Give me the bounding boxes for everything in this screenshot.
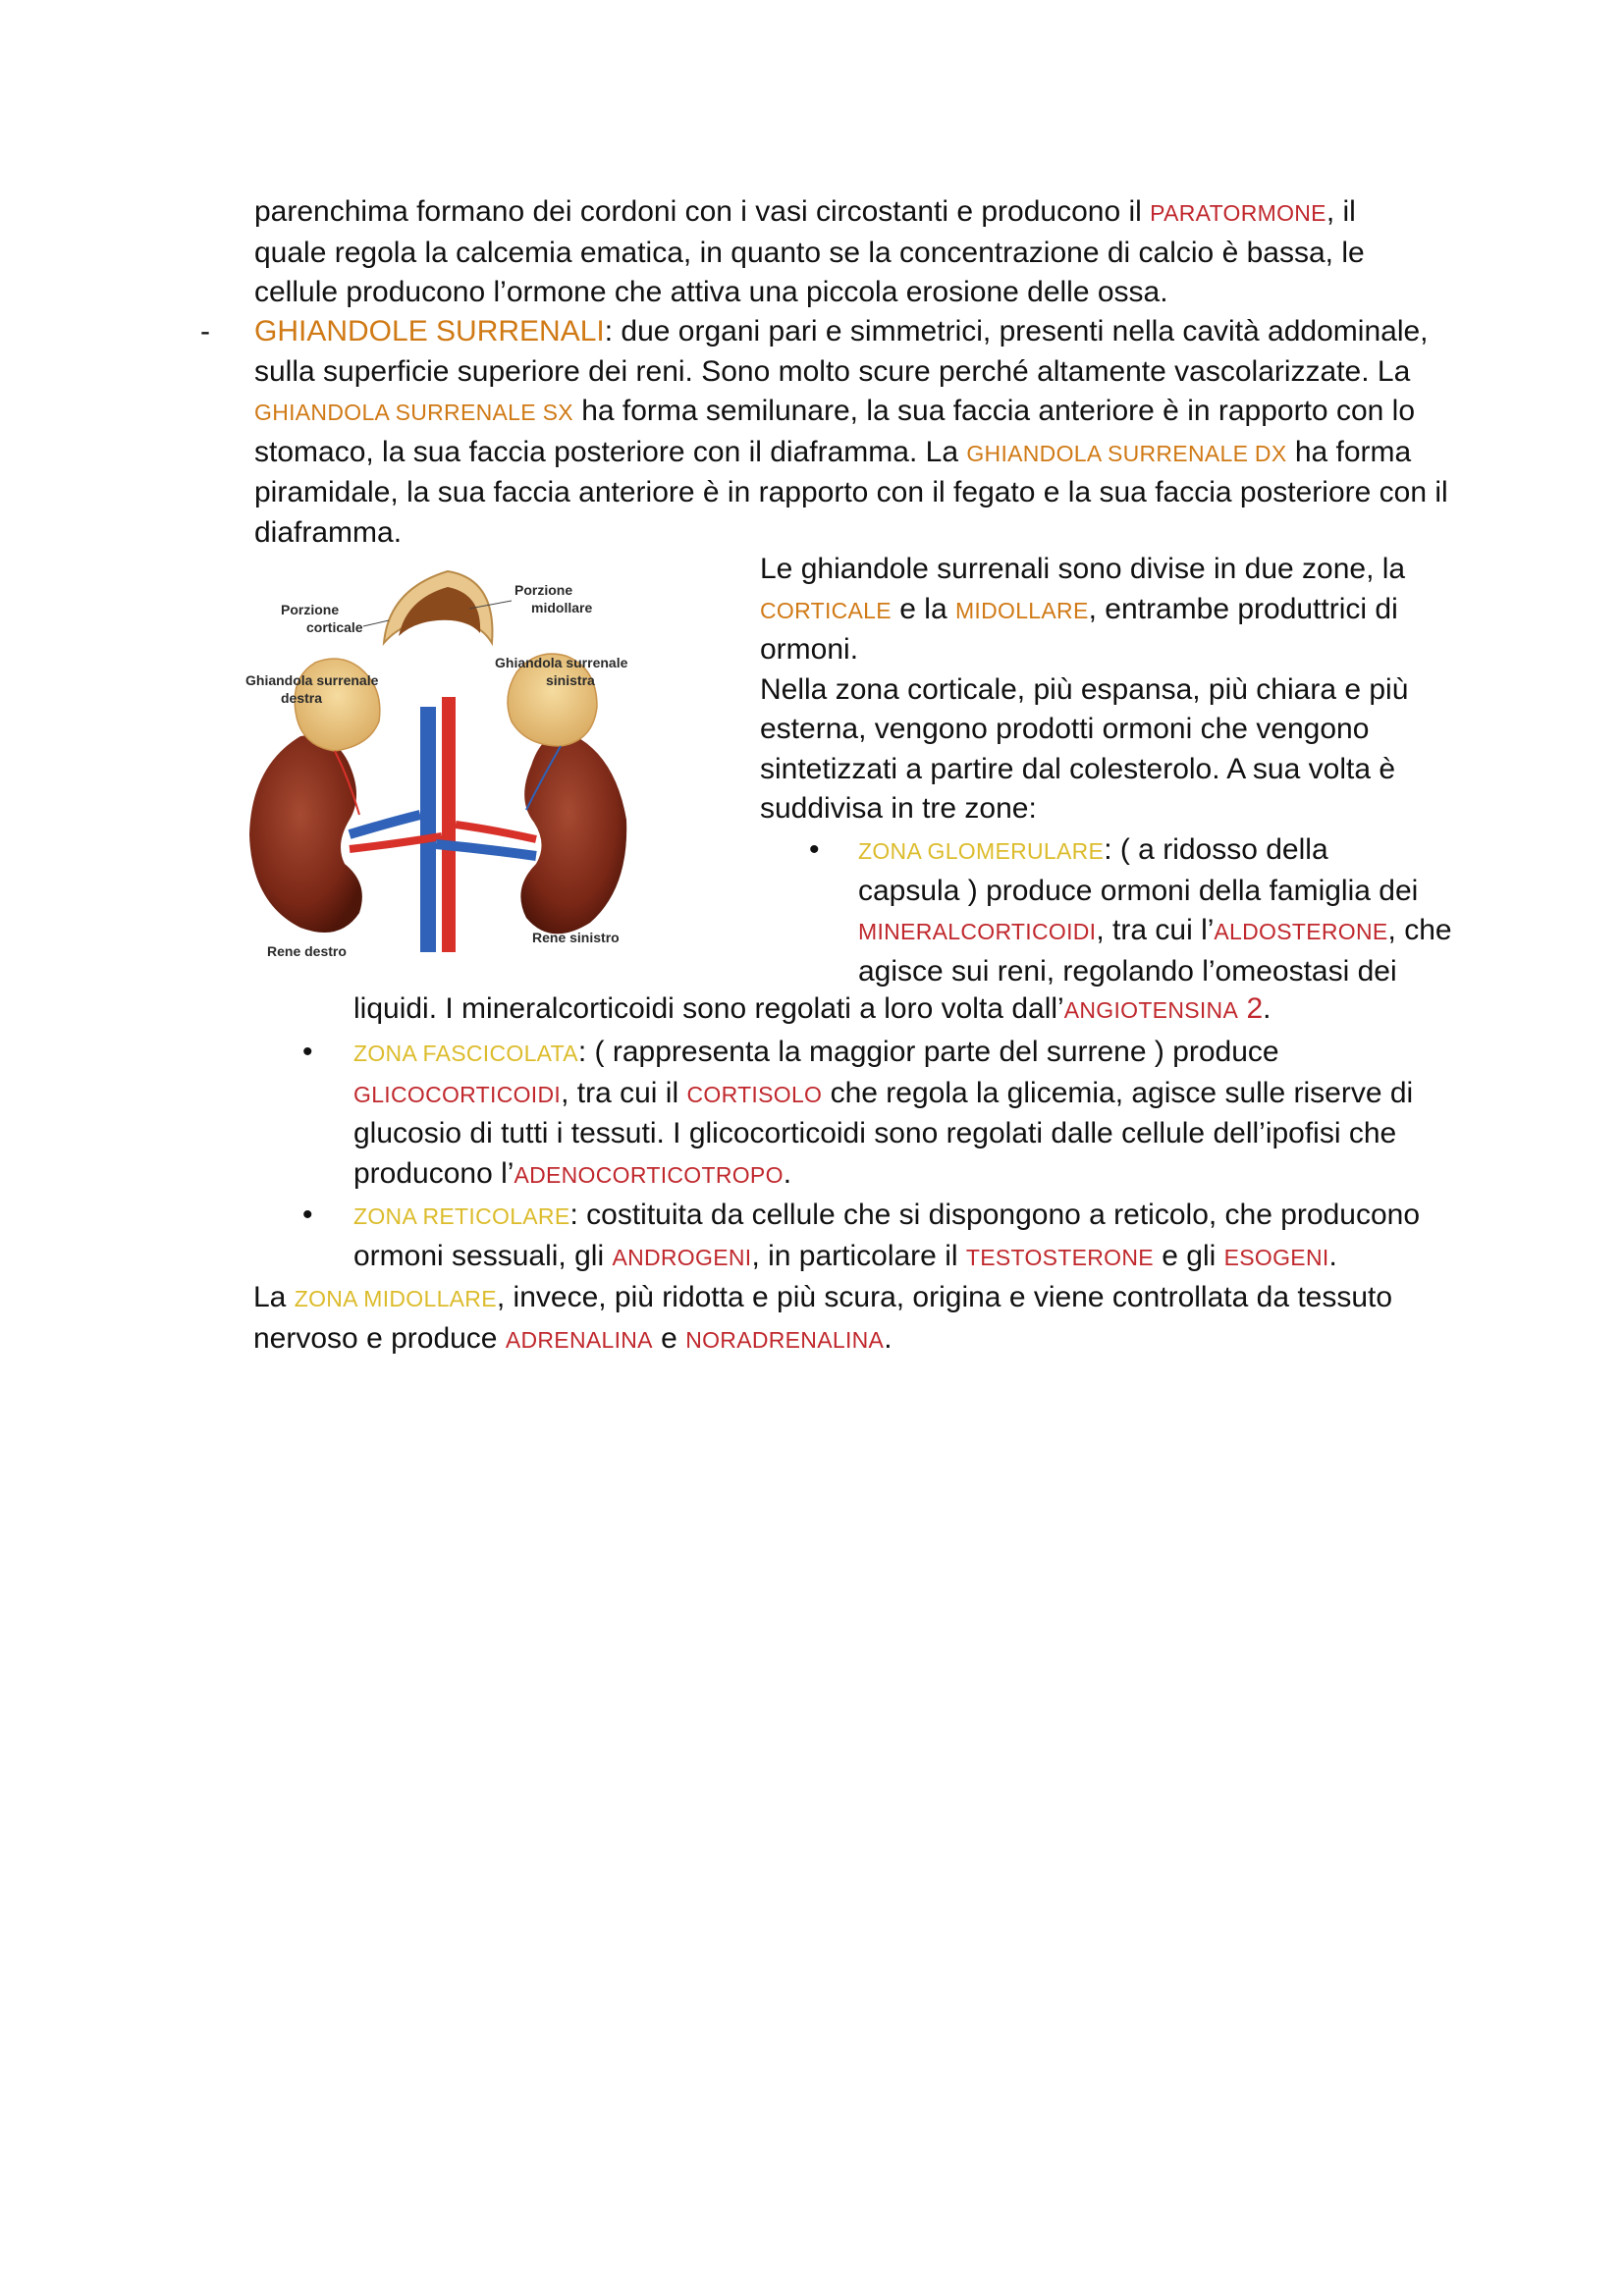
text-run: . <box>884 1321 893 1355</box>
label-ghiandola-destra-1: Ghiandola surrenale <box>245 672 379 688</box>
text-run: e gli <box>1153 1239 1224 1272</box>
heading-ghiandole-surrenali: GHIANDOLE SURRENALI <box>254 315 605 347</box>
list-dash-marker: - <box>200 315 210 347</box>
text-run: ormoni. <box>760 633 859 666</box>
text-run: Le ghiandole surrenali sono divise in due zone, la <box>760 553 1406 585</box>
text-run: sulla superficie superiore dei reni. Sono molto scure perché altamente vascolarizzate. La <box>254 354 1411 388</box>
term-zona-midollare: ZONA MIDOLLARE <box>294 1286 497 1311</box>
left-kidney <box>508 654 626 934</box>
text-run: glucosio di tutti i tessuti. I glicocorticoidi sono regolati dalle cellule dell’ipofisi che <box>353 1117 1397 1149</box>
text-run: e la <box>891 592 955 625</box>
text-run: , tra cui l’ <box>1096 914 1215 946</box>
term-mineralcorticoidi: MINERALCORTICOIDI <box>858 919 1097 944</box>
text-run: , tra cui il <box>561 1076 687 1109</box>
term-zona-glomerulare <box>858 833 1104 866</box>
text-run: , invece, più ridotta e più scura, origina e viene controllata da tessuto <box>496 1281 1393 1313</box>
label-ghiandola-sinistra-1: Ghiandola surrenale <box>495 655 628 670</box>
text-run: : due organi pari e simmetrici, presenti nella cavità addominale, <box>604 315 1429 347</box>
bullet-reticolare: • <box>302 1199 313 1231</box>
text-run: ZONA GLOMERULARE <box>858 838 1105 864</box>
label-porzione-midollare-1: Porzione <box>514 582 573 598</box>
text-run: suddivisa in tre zone: <box>760 792 1037 825</box>
bullet-fascicolata: • <box>302 1036 313 1068</box>
term-paratormone: PARATORMONE <box>1150 200 1326 226</box>
term-glicocorticoidi: GLICOCORTICOIDI <box>353 1081 562 1107</box>
term-angiotensina: ANGIOTENSINA <box>1063 997 1239 1023</box>
paratormone-paragraph <box>254 192 1491 313</box>
text-run: : ( a ridosso della <box>1104 833 1328 866</box>
text-run: agisce sui reni, regolando l’omeostasi dei <box>858 954 1397 988</box>
text-run: quale regola la calcemia ematica, in quanto se la concentrazione di calcio è bassa, le <box>254 236 1365 269</box>
text-run: , in particolare il <box>751 1239 966 1272</box>
text-run: La <box>253 1281 295 1313</box>
text-run: ha forma <box>1286 435 1412 468</box>
term-esogeni: ESOGENI <box>1223 1244 1329 1270</box>
text-run: , il <box>1325 195 1356 228</box>
text-run: producono l’ <box>353 1156 514 1190</box>
text-run: ha forma semilunare, la sua faccia anteriore è in rapporto con lo <box>572 395 1415 427</box>
term-adenocorticotropo: ADENOCORTICOTROPO <box>514 1161 784 1188</box>
term-midollare: MIDOLLARE <box>954 597 1089 623</box>
label-ghiandola-sinistra-2: sinistra <box>546 672 595 688</box>
text-run: liquidi. I mineralcorticoidi sono regolati a loro volta dall’ <box>353 992 1064 1025</box>
text-run: cellule producono l’ormone che attiva una piccola erosione delle ossa. <box>254 276 1168 308</box>
label-porzione-corticale-1: Porzione <box>281 602 340 617</box>
text-run: ormoni sessuali, gli <box>353 1239 613 1272</box>
surrenali-paragraph <box>254 312 1501 553</box>
text-run: : ( rappresenta la maggior parte del surrene ) produce <box>577 1036 1279 1068</box>
term-ghiandola-surrenale-dx: GHIANDOLA SURRENALE DX <box>966 440 1287 466</box>
text-run: , che <box>1387 914 1452 946</box>
term-noradrenalina: NORADRENALINA <box>685 1326 885 1353</box>
text-run: e <box>652 1321 686 1355</box>
text-run: piramidale, la sua faccia anteriore è in rapporto con il fegato e la sua faccia posteriore con il <box>254 476 1448 508</box>
adrenal-kidney-figure <box>242 550 638 964</box>
term-androgeni: ANDROGENI <box>612 1244 752 1270</box>
zone-intro-paragraph <box>760 550 1506 829</box>
glomerulare-continuation <box>353 989 1512 1031</box>
text-run: sintetizzati a partire dal colesterolo. A sua volta è <box>760 752 1396 785</box>
text-run: . <box>1263 992 1271 1025</box>
bullet-glomerulare: • <box>809 833 820 866</box>
fascicolata-item <box>353 1033 1512 1195</box>
text-run: Nella zona corticale, più espansa, più chiara e più <box>760 672 1409 706</box>
term-cortisolo: CORTISOLO <box>686 1081 823 1107</box>
term-ghiandola-surrenale-sx: GHIANDOLA SURRENALE SX <box>254 400 573 425</box>
label-rene-destro: Rene destro <box>267 943 347 959</box>
term-aldosterone: ALDOSTERONE <box>1214 919 1388 944</box>
text-run: capsula ) produce ormoni della famiglia dei <box>858 874 1419 907</box>
label-porzione-corticale-2: corticale <box>306 619 363 635</box>
term-zona-fascicolata: ZONA FASCICOLATA <box>353 1041 578 1066</box>
label-porzione-midollare-2: midollare <box>531 600 593 615</box>
text-run: esterna, vengono prodotti ormoni che vengono <box>760 713 1370 745</box>
text-run: , entrambe produttrici di <box>1088 592 1398 625</box>
term-corticale: CORTICALE <box>760 597 892 623</box>
text-run: nervoso e produce <box>253 1321 506 1355</box>
term-adrenalina: ADRENALINA <box>505 1326 653 1353</box>
text-run: . <box>1328 1239 1337 1272</box>
text-run: . <box>783 1156 792 1190</box>
glomerulare-item <box>858 830 1506 991</box>
label-rene-sinistro: Rene sinistro <box>532 930 620 945</box>
text-run: : costituita da cellule che si dispongono a reticolo, che producono <box>569 1199 1421 1231</box>
text-run: che regola la glicemia, agisce sulle riserve di <box>822 1076 1414 1109</box>
text-run: diaframma. <box>254 515 403 549</box>
term-testosterone: TESTOSTERONE <box>965 1244 1154 1270</box>
midollare-paragraph <box>253 1278 1510 1360</box>
label-ghiandola-destra-2: destra <box>281 690 323 706</box>
term-zona-reticolare: ZONA RETICOLARE <box>353 1203 570 1229</box>
reticolare-item <box>353 1196 1512 1277</box>
text-run: stomaco, la sua faccia posteriore con il diaframma. La <box>254 435 967 468</box>
term-angiotensina-number: 2 <box>1238 992 1264 1025</box>
text-run: parenchima formano dei cordoni con i vasi circostanti e producono il <box>254 195 1151 228</box>
